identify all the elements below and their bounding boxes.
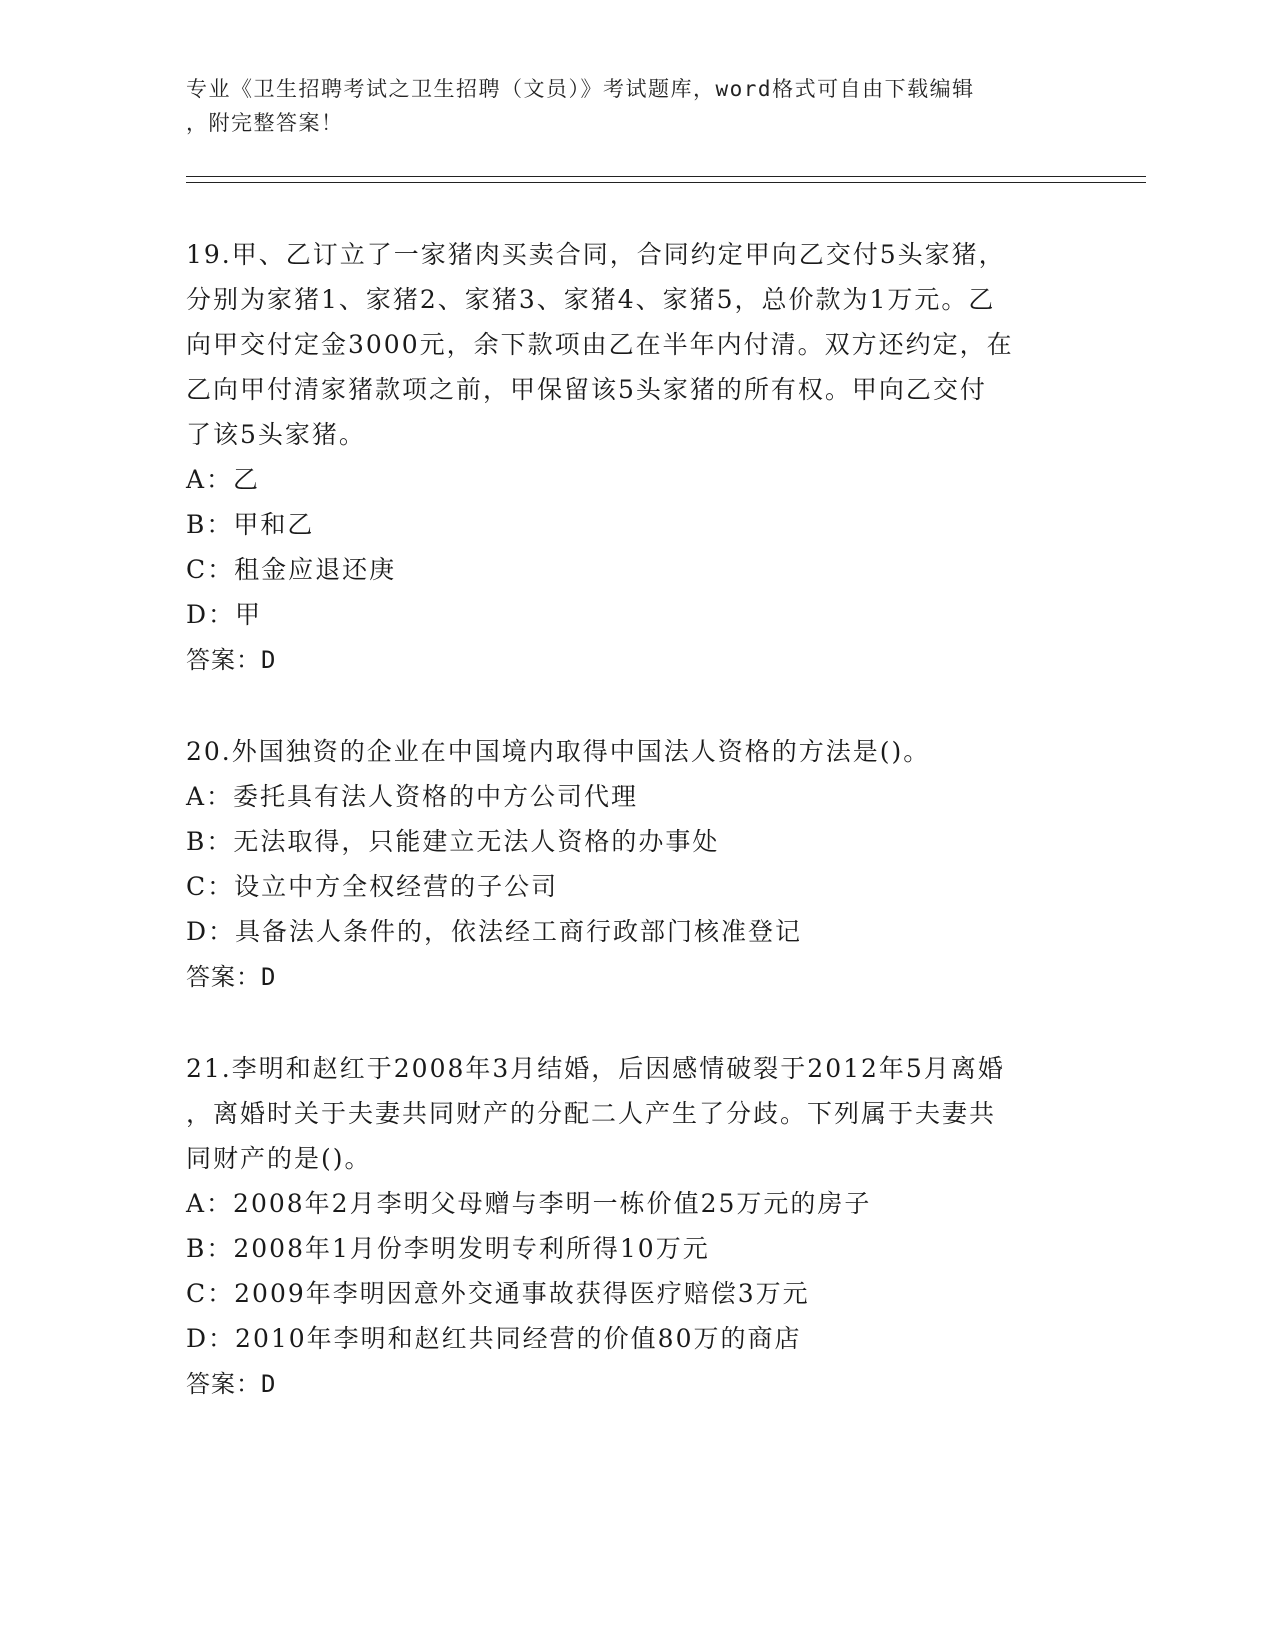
option-c: C：2009年李明因意外交通事故获得医疗赔偿3万元 [186,1279,810,1308]
question-stem [186,1046,1086,1181]
question-stem [186,232,1086,457]
answer-line: 答案：D [186,963,277,991]
stem-line: 乙向甲付清家猪款项之前，甲保留该5头家猪的所有权。甲向乙交付 [186,375,987,404]
option-d: D：2010年李明和赵红共同经营的价值80万的商店 [186,1324,802,1353]
option-b: B：无法取得，只能建立无法人资格的办事处 [186,827,720,856]
answer-line: 答案：D [186,1370,277,1398]
answer-line: 答案：D [186,646,277,674]
option-b: B：甲和乙 [186,510,315,539]
option-a: A：2008年2月李明父母赠与李明一栋价值25万元的房子 [186,1189,872,1218]
stem-line: ，离婚时关于夫妻共同财产的分配二人产生了分歧。下列属于夫妻共 [186,1099,997,1128]
option-d: D：甲 [186,600,263,629]
option-c: C：租金应退还庚 [186,555,397,584]
question-21 [186,1046,1086,1407]
option-a: A：乙 [186,465,261,494]
option-b: B：2008年1月份李明发明专利所得10万元 [186,1234,710,1263]
header-divider-bottom [186,182,1146,183]
stem-line: 20.外国独资的企业在中国境内取得中国法人资格的方法是()。 [186,737,931,766]
option-c: C：设立中方全权经营的子公司 [186,872,559,901]
stem-line: 了该5头家猪。 [186,420,366,449]
question-19 [186,232,1086,683]
option-d: D：具备法人条件的，依法经工商行政部门核准登记 [186,917,803,946]
option-a: A：委托具有法人资格的中方公司代理 [186,782,639,811]
stem-line: 向甲交付定金3000元，余下款项由乙在半年内付清。双方还约定，在 [186,330,1014,359]
header-line-2: ，附完整答案！ [186,111,344,135]
header-divider-top [186,176,1146,177]
question-stem [186,729,1086,774]
header-line-1: 专业《卫生招聘考试之卫生招聘（文员）》考试题库，word格式可自由下载编辑 [186,77,975,101]
stem-line: 分别为家猪1、家猪2、家猪3、家猪4、家猪5，总价款为1万元。乙 [186,285,996,314]
question-20 [186,729,1086,1000]
stem-line: 同财产的是()。 [186,1144,372,1173]
document-header [186,72,1066,140]
question-list [186,232,1086,1453]
stem-line: 21.李明和赵红于2008年3月结婚，后因感情破裂于2012年5月离婚 [186,1054,1005,1083]
stem-line: 19.甲、乙订立了一家猪肉买卖合同，合同约定甲向乙交付5头家猪， [186,240,1006,269]
